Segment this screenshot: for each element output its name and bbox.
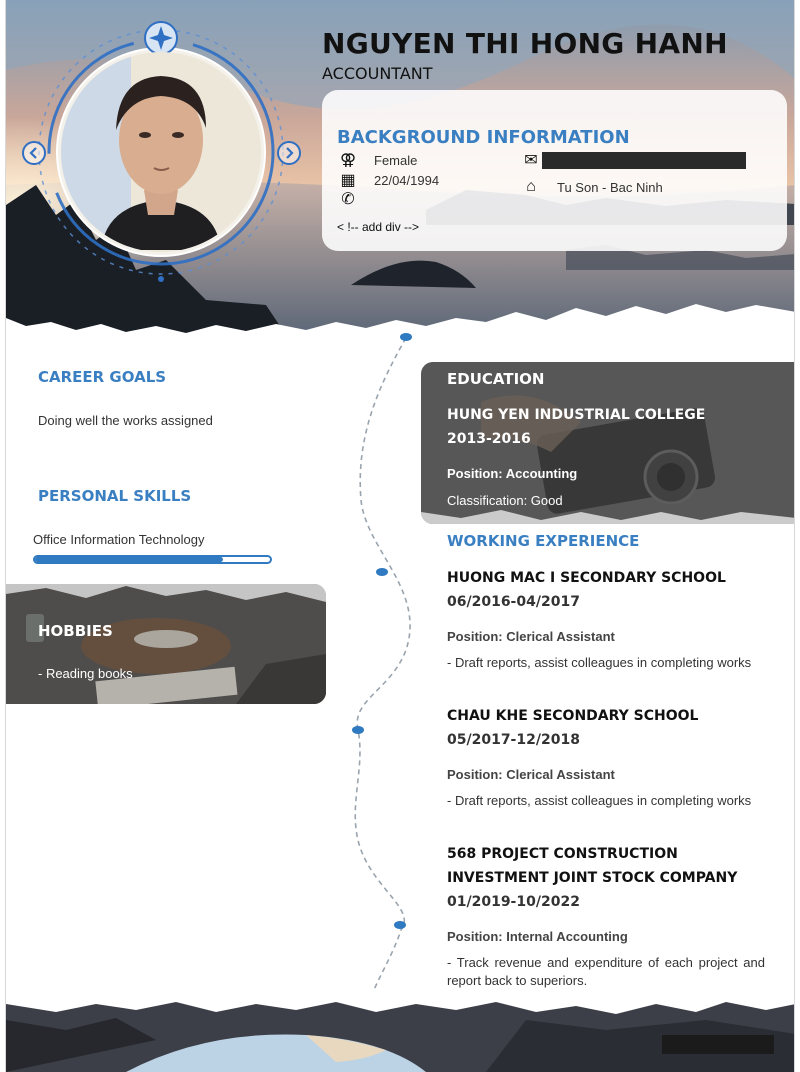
phone-icon: ✆ bbox=[341, 191, 355, 208]
personal-skills-title: PERSONAL SKILLS bbox=[38, 487, 192, 505]
skill-progress-fill bbox=[35, 557, 223, 562]
job-description: - Draft reports, assist colleagues in completing works bbox=[447, 655, 752, 670]
home-icon: ⌂ bbox=[526, 178, 536, 195]
address-row bbox=[520, 178, 663, 196]
timeline-dot bbox=[376, 568, 388, 576]
background-info-card bbox=[322, 90, 787, 251]
birthday-value: 22/04/1994 bbox=[374, 172, 440, 188]
job-company: HUONG MAC I SECONDARY SCHOOL bbox=[447, 570, 726, 586]
skill-name: Office Information Technology bbox=[33, 532, 205, 547]
background-info-title: BACKGROUND INFORMATION bbox=[337, 127, 630, 148]
skill-progress-bar bbox=[33, 555, 272, 564]
cv-page bbox=[5, 0, 795, 1072]
mail-icon: ✉ bbox=[524, 152, 538, 169]
address-value: Tu Son - Bac Ninh bbox=[557, 179, 663, 195]
job-description: - Track revenue and expenditure of each project and report back to superiors. bbox=[447, 955, 765, 988]
gender-value: Female bbox=[374, 152, 418, 168]
job-company: 568 PROJECT CONSTRUCTION bbox=[447, 846, 678, 862]
career-goals-text: Doing well the works assigned bbox=[38, 413, 213, 428]
footer-background-image bbox=[6, 990, 795, 1072]
education-classification: Classification: Good bbox=[447, 493, 563, 508]
gender-row bbox=[337, 150, 417, 170]
job-period: 06/2016-04/2017 bbox=[447, 594, 580, 610]
education-position: Position: Accounting bbox=[447, 466, 578, 481]
job-position: Position: Clerical Assistant bbox=[447, 629, 615, 644]
candidate-name: NGUYEN THI HONG HANH bbox=[322, 27, 728, 60]
education-school: HUNG YEN INDUSTRIAL COLLEGE bbox=[447, 407, 706, 423]
next-arrow-button[interactable] bbox=[277, 141, 301, 165]
timeline-dot bbox=[394, 921, 406, 929]
gender-icon: ⚢ bbox=[339, 152, 357, 169]
hobbies-text: - Reading books bbox=[38, 666, 133, 681]
placeholder-comment: < !-- add div --> bbox=[337, 220, 420, 234]
footer-banner bbox=[6, 990, 795, 1072]
job-period: 05/2017-12/2018 bbox=[447, 732, 580, 748]
previous-arrow-button[interactable] bbox=[22, 141, 46, 165]
career-goals-title: CAREER GOALS bbox=[38, 368, 167, 386]
avatar-frame bbox=[6, 0, 306, 295]
portrait-photo bbox=[61, 52, 261, 252]
hobbies-title: HOBBIES bbox=[38, 622, 113, 640]
email-row bbox=[520, 150, 542, 170]
birthday-row bbox=[337, 170, 439, 190]
job-title: ACCOUNTANT bbox=[322, 64, 433, 83]
job-position: Position: Internal Accounting bbox=[447, 929, 628, 944]
education-title: EDUCATION bbox=[447, 370, 545, 388]
calendar-icon: ▦ bbox=[340, 172, 356, 189]
job-description: - Draft reports, assist colleagues in completing works bbox=[447, 793, 752, 808]
job-position: Position: Clerical Assistant bbox=[447, 767, 615, 782]
avatar-ring-decoration bbox=[6, 0, 306, 290]
chevron-right-icon bbox=[279, 143, 299, 163]
chevron-left-icon bbox=[24, 143, 44, 163]
footer-redaction bbox=[662, 1035, 774, 1054]
hobbies-card bbox=[6, 584, 326, 704]
compass-icon bbox=[145, 22, 177, 54]
timeline-dot bbox=[400, 333, 412, 341]
job-period: 01/2019-10/2022 bbox=[447, 894, 580, 910]
phone-row bbox=[337, 189, 374, 209]
working-experience-title: WORKING EXPERIENCE bbox=[447, 532, 640, 550]
education-period: 2013-2016 bbox=[447, 431, 531, 447]
timeline-dot bbox=[352, 726, 364, 734]
timeline-path bbox=[336, 330, 426, 1010]
job-company: CHAU KHE SECONDARY SCHOOL bbox=[447, 708, 699, 724]
hobbies-background-image bbox=[6, 584, 326, 704]
email-redaction bbox=[542, 152, 746, 169]
job-company-line2: INVESTMENT JOINT STOCK COMPANY bbox=[447, 870, 738, 886]
